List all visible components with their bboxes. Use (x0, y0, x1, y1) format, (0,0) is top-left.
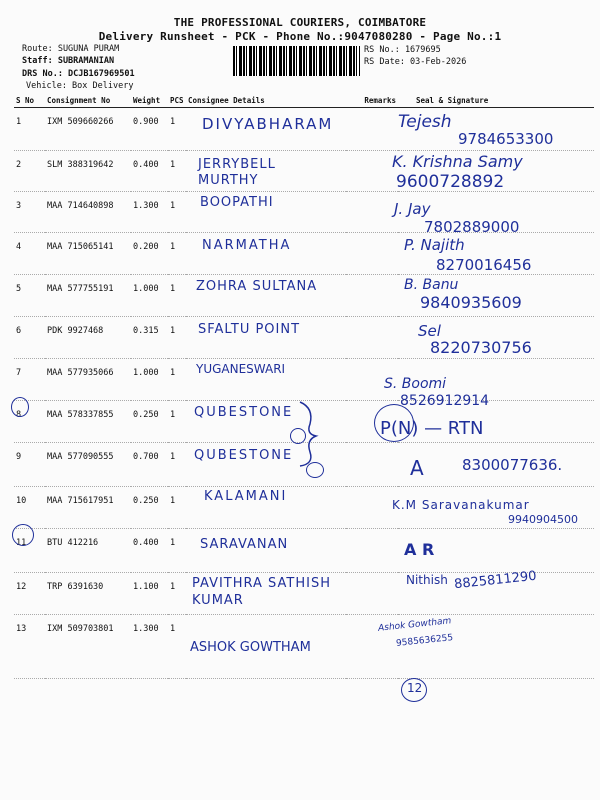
row-consignment: MAA 715617951 (45, 487, 131, 529)
table-row (14, 529, 594, 573)
row-pcs: 1 (168, 233, 186, 275)
col-pcs: PCS (168, 94, 186, 108)
consignee-handwriting: ASHOK GOWTHAM (190, 640, 311, 655)
row-weight: 0.200 (131, 233, 168, 275)
row-sno: 5 (14, 275, 45, 317)
row-weight: 1.000 (131, 359, 168, 401)
vehicle-label: Vehicle: Box Delivery (26, 81, 134, 91)
consignee-handwriting: PAVITHRA SATHISH KUMAR (192, 576, 331, 608)
row-consignment: MAA 578337855 (45, 401, 131, 443)
row-sno: 3 (14, 192, 45, 233)
row-pcs: 1 (168, 275, 186, 317)
row-pcs: 1 (168, 443, 186, 487)
row-consignment: MAA 577755191 (45, 275, 131, 317)
row-consignment: BTU 412216 (45, 529, 131, 573)
signature: A (410, 456, 424, 480)
consignee-handwriting: JERRYBELL MURTHY (198, 157, 276, 188)
row-weight: 1.100 (131, 573, 168, 615)
row-pcs: 1 (168, 573, 186, 615)
row-sno: 10 (14, 487, 45, 529)
signature: Ashok Gowtham (377, 616, 452, 634)
receiver-phone: 9840935609 (420, 293, 522, 312)
col-sno: S No (14, 94, 45, 108)
staff-label: Staff: SUBRAMANIAN (22, 56, 115, 66)
signature: K.M Saravanakumar (392, 498, 530, 512)
col-consignment: Consignment No (45, 94, 131, 108)
row-pcs: 1 (168, 401, 186, 443)
signature: J. Jay (394, 200, 431, 218)
receiver-phone: 9940904500 (508, 513, 578, 526)
col-consignee: Consignee Details (186, 94, 346, 108)
row-consignment: PDK 9927468 (45, 317, 131, 359)
consignee-handwriting: ZOHRA SULTANA (196, 279, 318, 294)
consignee-handwriting: NARMATHA (202, 238, 292, 253)
row-sno: 1 (14, 108, 45, 151)
row-sno: 8 (14, 401, 45, 443)
row-consignment: MAA 577090555 (45, 443, 131, 487)
row-consignment: IXM 509703801 (45, 615, 131, 679)
drs-number: DRS No.: DCJB167969501 (22, 69, 135, 79)
receiver-phone: 8526912914 (400, 393, 490, 409)
col-remarks: Remarks (346, 94, 398, 108)
row-pcs: 1 (168, 359, 186, 401)
receiver-phone: 8270016456 (436, 256, 532, 274)
row-weight: 0.315 (131, 317, 168, 359)
signature: K. Krishna Samy (392, 152, 523, 171)
runsheet-subtitle: Delivery Runsheet - PCK - Phone No.:9047080280 - Page No.:1 (98, 30, 502, 43)
row-pcs: 1 (168, 151, 186, 192)
barcode-image (233, 46, 360, 76)
rs-date: RS Date: 03-Feb-2026 (364, 57, 467, 67)
seal-circle-mark (374, 404, 414, 442)
page-mark: 12 (407, 681, 423, 695)
consignee-handwriting: SFALTU POINT (198, 322, 301, 337)
row-consignment: IXM 509660266 (45, 108, 131, 151)
row-weight: 1.300 (131, 192, 168, 233)
signature: Nithish (406, 573, 448, 587)
row-weight: 1.000 (131, 275, 168, 317)
row-pcs: 1 (168, 487, 186, 529)
row-weight: 0.700 (131, 443, 168, 487)
row-pcs: 1 (168, 615, 186, 679)
row-sno: 13 (14, 615, 45, 679)
row-consignment: MAA 577935066 (45, 359, 131, 401)
consignee-handwriting: KALAMANI (204, 489, 288, 504)
receiver-phone: 8220730756 (430, 338, 532, 357)
row-weight: 0.250 (131, 487, 168, 529)
row-sno: 4 (14, 233, 45, 275)
signature: S. Boomi (384, 376, 447, 392)
row-consignment: MAA 715065141 (45, 233, 131, 275)
consignee-handwriting: QUBESTONE (194, 448, 294, 463)
row-sno: 9 (14, 443, 45, 487)
row-consignment: MAA 714640898 (45, 192, 131, 233)
signature: B. Banu (404, 277, 459, 293)
company-title: THE PROFESSIONAL COURIERS, COIMBATORE (173, 16, 427, 29)
receiver-phone: 9600728892 (396, 172, 505, 192)
row-circle-mark (11, 397, 29, 417)
row-weight: 0.900 (131, 108, 168, 151)
row-sno: 6 (14, 317, 45, 359)
receiver-phone: 9784653300 (458, 130, 554, 148)
consignee-handwriting: BOOPATHI (200, 195, 274, 210)
receiver-phone: 8825811290 (453, 568, 538, 593)
receiver-phone: 7802889000 (424, 218, 520, 236)
row-weight: 0.400 (131, 529, 168, 573)
col-seal-signature: Seal & Signature (398, 94, 594, 108)
consignee-handwriting: SARAVANAN (200, 537, 289, 552)
consignee-handwriting: DIVYABHARAM (202, 115, 334, 133)
signature: P(N) — RTN (380, 418, 484, 439)
row-weight: 0.250 (131, 401, 168, 443)
row-pcs: 1 (168, 192, 186, 233)
row-pcs: 1 (168, 317, 186, 359)
row-weight: 1.300 (131, 615, 168, 679)
row-sno: 11 (14, 529, 45, 573)
consignee-handwriting: YUGANESWARI (196, 362, 286, 376)
route-label: Route: SUGUNA PURAM (22, 44, 120, 54)
signature: A R (404, 540, 435, 559)
signature: Tejesh (398, 112, 452, 132)
row-sno: 7 (14, 359, 45, 401)
row-weight: 0.400 (131, 151, 168, 192)
table-row (14, 359, 594, 401)
row-consignment: SLM 388319642 (45, 151, 131, 192)
row-sno: 2 (14, 151, 45, 192)
row-circle-mark (12, 524, 34, 546)
receiver-phone: 8300077636. (462, 456, 563, 474)
bracket-scribble (296, 398, 326, 468)
signature: P. Najith (404, 236, 465, 254)
row-consignment: TRP 6391630 (45, 573, 131, 615)
receiver-phone: 9585636255 (395, 633, 454, 649)
col-weight: Weight (131, 94, 168, 108)
row-pcs: 1 (168, 529, 186, 573)
table-header-row (14, 94, 594, 108)
signature: Sel (418, 322, 441, 340)
row-pcs: 1 (168, 108, 186, 151)
rs-number: RS No.: 1679695 (364, 45, 441, 55)
row-sno: 12 (14, 573, 45, 615)
consignee-handwriting: QUBESTONE (194, 405, 294, 420)
